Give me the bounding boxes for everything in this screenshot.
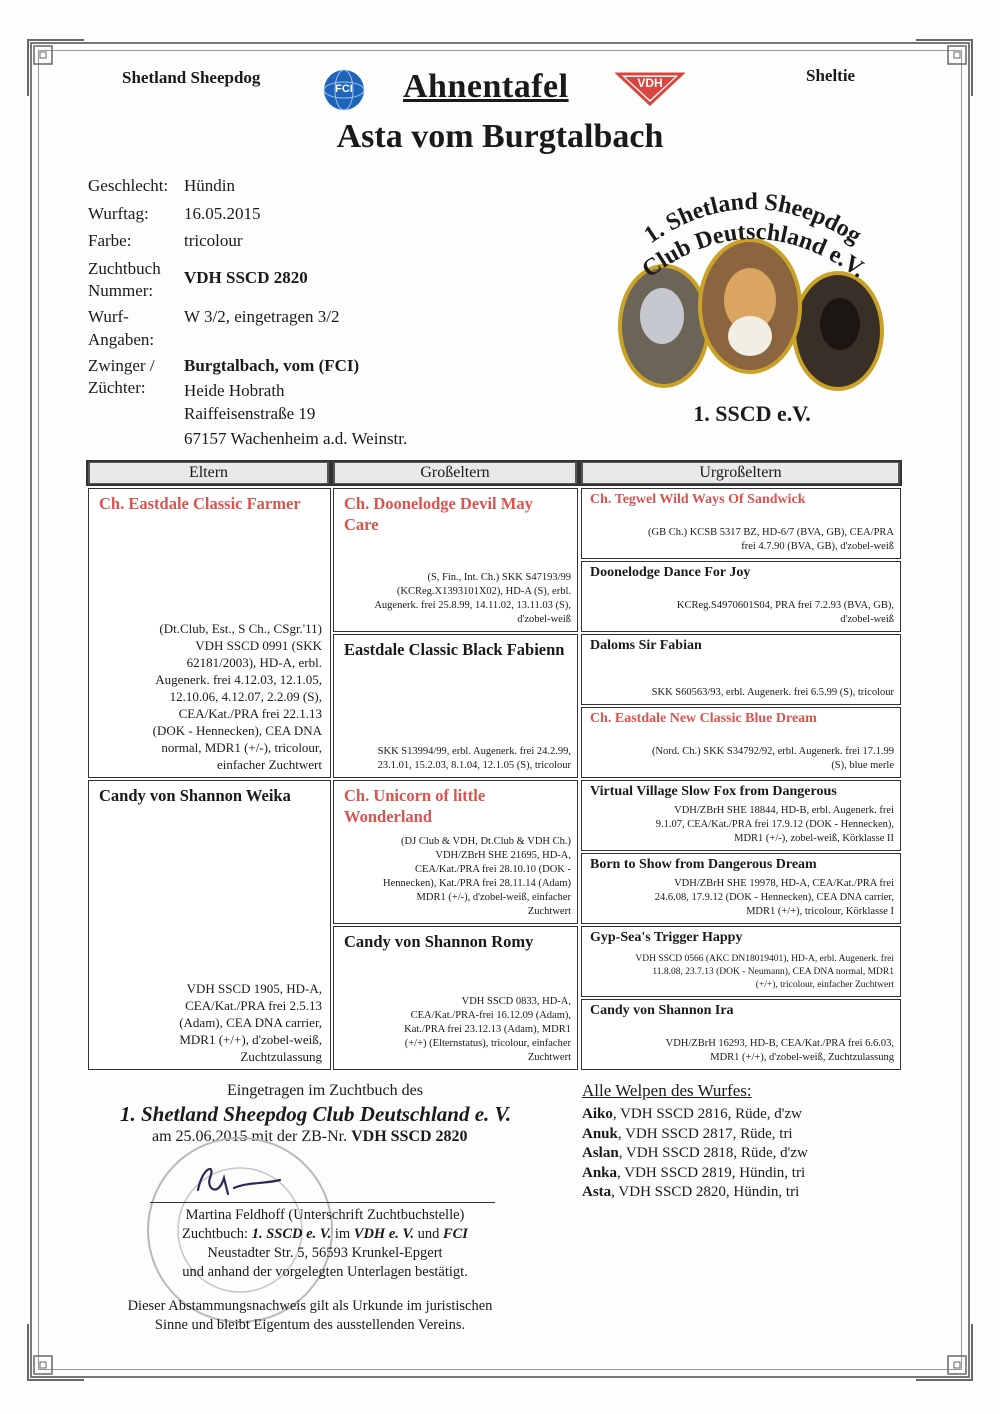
detail-line: frei 4.7.90 (BVA, GB), d'zobel-weiß (741, 541, 894, 552)
detail-line: 11.8.08, 23.7.13 (DOK - Neumann), CEA DNA normal, MDR1 (652, 967, 894, 977)
detail-line: 23.1.01, 15.2.03, 8.1.04, 12.1.05 (S), tricolour (377, 760, 571, 771)
grandparent-name: Candy von Shannon Romy (344, 932, 534, 951)
great-grandparent-name: Doonelodge Dance For Joy (590, 565, 751, 580)
great-grandparent-details (652, 686, 894, 700)
detail-line: VDH SSCD 0566 (AKC DN18019401), HD-A, erbl. Augenerk. frei (635, 954, 894, 964)
studbook-im: im (334, 1226, 351, 1242)
breed-right: Sheltie (806, 66, 856, 85)
kennel-value: Burgtalbach, vom (FCI) (184, 356, 360, 375)
great-grandparent-details (656, 804, 894, 846)
puppies-list (582, 1105, 808, 1203)
great-grandparent-details (652, 745, 894, 773)
vdh-logo (615, 70, 685, 106)
detail-line: (S), blue merle (831, 760, 894, 771)
detail-line: CEA/Kat./PRA-frei 16.12.09 (Adam), (410, 1010, 571, 1021)
great-grandparent-name: Ch. Tegwel Wild Ways Of Sandwick (590, 492, 806, 507)
corner-ornament-icon (26, 38, 86, 98)
detail-line: CEA/Kat./PRA frei 28.10.10 (DOK - (414, 864, 571, 875)
detail-line: (Adam), CEA DNA carrier, (179, 1015, 322, 1030)
signature-icon (188, 1158, 308, 1206)
detail-line: Kat./PRA frei 23.12.13 (Adam), MDR1 (404, 1024, 571, 1035)
great-grandparent-name: Daloms Sir Fabian (590, 638, 702, 653)
detail-line: CEA/Kat./PRA frei 2.5.13 (185, 998, 322, 1013)
detail-line: (S, Fin., Int. Ch.) SKK S47193/99 (427, 572, 571, 583)
header-great-grandparents (579, 460, 902, 486)
detail-line: MDR1 (+/+), d'zobel-weiß, Zuchtzulassung (710, 1052, 894, 1063)
detail-line: VDH SSCD 0833, HD-A, (461, 996, 571, 1007)
detail-line: MDR1 (+/+), tricolour, Körklasse I (746, 906, 894, 917)
detail-line: Zuchtwert (527, 906, 571, 917)
grandparent-cell (333, 488, 578, 632)
legal-line1: Dieser Abstammungsnachweis gilt als Urkunde im juristischen (127, 1298, 493, 1314)
great-grandparent-details (677, 599, 894, 627)
detail-line: (DJ Club & VDH, Dt.Club & VDH Ch.) (401, 836, 571, 847)
grandparent-cell (333, 780, 578, 924)
detail-line: Augenerk. frei 4.12.03, 12.1.05, (155, 672, 322, 687)
grandparent-details (383, 835, 571, 919)
header-great-grandparents-label: Urgroßeltern (583, 463, 898, 483)
registration-line1: Eingetragen im Zuchtbuch des (227, 1082, 423, 1099)
great-grandparent-details (648, 526, 894, 554)
corner-ornament-icon (914, 1322, 974, 1382)
great-grandparent-name: Ch. Eastdale New Classic Blue Dream (590, 711, 817, 726)
registration-number: VDH SSCD 2820 (351, 1128, 468, 1145)
signature-line (150, 1202, 495, 1203)
grandparent-name: Ch. Unicorn of little Wonderland (344, 786, 486, 826)
corner-ornament-icon (914, 38, 974, 98)
great-grandparent-cell (581, 634, 901, 705)
header-grandparents (331, 460, 579, 486)
registration-club: 1. Shetland Sheepdog Club Deutschland e. V. (120, 1102, 512, 1126)
detail-line: VDH/ZBrH SHE 19978, HD-A, CEA/Kat./PRA frei (674, 878, 894, 889)
list-item (582, 1105, 808, 1125)
list-item (582, 1144, 808, 1164)
great-grandparent-details (635, 953, 894, 992)
detail-line: (DOK - Hennecken), CEA DNA (152, 723, 322, 738)
club-logo-line1: 1. Shetland Sheepdog (639, 188, 866, 250)
detail-line: (KCReg.X1393101X02), HD-A (S), erbl. (396, 586, 571, 597)
studbook-line (140, 1225, 510, 1244)
detail-line: KCReg.S4970601S04, PRA frei 7.2.93 (BVA, GB), (676, 600, 894, 611)
legal-notice (90, 1297, 530, 1335)
puppy-name: Aiko (582, 1106, 613, 1122)
detail-line: d'zobel-weiß (517, 614, 571, 625)
dob-label: Wurftag: (88, 204, 149, 223)
dog-name: Asta vom Burgtalbach (336, 118, 664, 155)
great-grandparent-cell (581, 707, 901, 778)
detail-line: (+/+) (Elternstatus), tricolour, einfacher (404, 1038, 571, 1049)
detail-line: 24.6.08, 17.9.12 (DOK - Hennecken), CEA DNA carrier, (654, 892, 894, 903)
grandparent-name: Eastdale Classic Black Fabienn (344, 640, 565, 659)
detail-line: SKK S60563/93, erbl. Augenerk. frei 6.5.99 (S), tricolour (651, 687, 894, 698)
signer-name: Martina Feldhoff (Unterschrift Zuchtbuchstelle) (185, 1207, 465, 1223)
list-item (582, 1125, 808, 1145)
great-grandparent-details (655, 877, 894, 919)
studbook-prefix: Zuchtbuch: (182, 1226, 249, 1242)
detail-line: (Nord. Ch.) SKK S34792/92, erbl. Augenerk. frei 17.1.99 (651, 746, 894, 757)
great-grandparent-cell (581, 488, 901, 559)
detail-line: MDR1 (+/-), zobel-weiß, Körklasse II (734, 833, 894, 844)
document-title: Ahnentafel (403, 68, 569, 105)
header-parents (86, 460, 331, 486)
detail-line: 12.10.06, 4.12.07, 2.2.09 (S), (169, 689, 322, 704)
list-item (582, 1164, 808, 1184)
studbook-label-1: Zuchtbuch (88, 259, 161, 278)
kennel-label-1: Zwinger / (88, 356, 155, 375)
puppy-info: , VDH SSCD 2819, Hündin, tri (617, 1164, 806, 1181)
studbook-und: und (417, 1226, 440, 1242)
detail-line: 62181/2003), HD-A, erbl. (186, 655, 322, 670)
puppy-name: Anka (582, 1164, 618, 1181)
litter-label-1: Wurf- (88, 307, 129, 326)
detail-line: einfacher Zuchtwert (216, 757, 322, 772)
detail-line: VDH/ZBrH SHE 21695, HD-A, (435, 850, 571, 861)
legal-line2: Sinne und bleibt Eigentum des ausstellenden Vereins. (154, 1317, 466, 1333)
detail-line: Zuchtzulassung (240, 1049, 322, 1064)
breeder-name: Heide Hobrath (184, 381, 285, 400)
dam-details (179, 980, 322, 1065)
studbook-fci: FCI (442, 1226, 468, 1242)
studbook-value: VDH SSCD 2820 (184, 268, 308, 287)
club-dogs-emblem-icon (612, 166, 888, 436)
detail-line: (GB Ch.) KCSB 5317 BZ, HD-6/7 (BVA, GB), CEA/PRA (648, 527, 894, 538)
great-grandparent-name: Gyp-Sea's Trigger Happy (590, 930, 743, 945)
studbook-label-2: Nummer: (88, 281, 154, 300)
detail-line: CEA/Kat./PRA frei 22.1.13 (178, 706, 322, 721)
detail-line: MDR1 (+/-), d'zobel-weiß, einfacher (416, 892, 571, 903)
grandparent-cell (333, 634, 578, 778)
detail-line: Hennecken), Kat./PRA frei 28.11.14 (Adam) (383, 878, 571, 889)
fci-logo-text: FCI (335, 83, 353, 95)
litter-value: W 3/2, eingetragen 3/2 (184, 307, 340, 326)
sex-label: Geschlecht: (88, 176, 169, 195)
detail-line: VDH SSCD 1905, HD-A, (186, 981, 322, 996)
sire-details (153, 620, 322, 773)
registration-date: am 25.06.2015 mit der ZB-Nr. (152, 1128, 348, 1145)
great-grandparent-cell (581, 853, 901, 924)
club-logo (612, 166, 888, 436)
great-grandparent-details (666, 1037, 894, 1065)
detail-line: SKK S13994/99, erbl. Augenerk. frei 24.2.99, (377, 746, 571, 757)
puppy-info: , VDH SSCD 2818, Rüde, d'zw (618, 1145, 808, 1161)
breeder-city: 67157 Wachenheim a.d. Weinstr. (184, 429, 408, 448)
great-grandparent-cell (581, 780, 901, 851)
signer-block (140, 1206, 510, 1282)
puppies-title: Alle Welpen des Wurfes: (582, 1081, 752, 1100)
color-value: tricolour (184, 231, 243, 250)
dam-name: Candy von Shannon Weika (99, 786, 291, 805)
vdh-logo-text: VDH (637, 76, 663, 90)
puppy-name: Aslan (582, 1145, 619, 1161)
detail-line: (Dt.Club, Est., S Ch., CSgr.'11) (159, 621, 322, 636)
puppy-name: Anuk (582, 1125, 618, 1142)
great-grandparent-name: Born to Show from Dangerous Dream (590, 857, 817, 872)
confirmation-line: und anhand der vorgelegten Unterlagen bestätigt. (182, 1264, 468, 1280)
detail-line: VDH/ZBrH 16293, HD-B, CEA/Kat./PRA frei 6.6.03, (665, 1038, 894, 1049)
header-parents-label: Eltern (90, 463, 327, 483)
great-grandparent-cell (581, 926, 901, 997)
sex-value: Hündin (184, 176, 235, 195)
detail-line: Augenerk. frei 25.8.99, 14.11.02, 13.11.03 (S), (374, 600, 571, 611)
corner-ornament-icon (26, 1322, 86, 1382)
detail-line: VDH/ZBrH SHE 18844, HD-B, erbl. Augenerk. frei (674, 805, 894, 816)
grandparent-details (374, 571, 571, 627)
great-grandparent-cell (581, 999, 901, 1070)
fci-logo (322, 68, 366, 112)
studbook-vdh: VDH e. V. (353, 1226, 414, 1242)
grandparent-name: Ch. Doonelodge Devil May Care (344, 494, 533, 534)
studbook-sscd: 1. SSCD e. V. (251, 1226, 332, 1242)
grandparent-details (404, 995, 571, 1065)
detail-line: MDR1 (+/+), d'zobel-weiß, (179, 1032, 322, 1047)
studbook-address: Neustadter Str. 5, 56593 Krunkel-Epgert (207, 1245, 443, 1261)
detail-line: Zuchtwert (527, 1052, 571, 1063)
grandparent-details (378, 745, 571, 773)
detail-line: (+/+), tricolour, einfacher Zuchtwert (755, 980, 894, 990)
great-grandparent-cell (581, 561, 901, 632)
sire-cell (88, 488, 331, 778)
great-grandparent-name: Candy von Shannon Ira (590, 1003, 734, 1018)
puppy-info: , VDH SSCD 2816, Rüde, d'zw (612, 1106, 802, 1122)
great-grandparent-name: Virtual Village Slow Fox from Dangerous (590, 784, 837, 799)
litter-label-2: Angaben: (88, 330, 155, 349)
puppy-info: , VDH SSCD 2820, Hündin, tri (611, 1184, 800, 1200)
club-logo-line2: Club Deutschland e.V. (637, 218, 871, 284)
grandparent-cell (333, 926, 578, 1070)
breeder-street: Raiffeisenstraße 19 (184, 404, 316, 423)
detail-line: VDH SSCD 0991 (SKK (195, 638, 322, 653)
club-logo-bottom: 1. SSCD e.V. (693, 401, 811, 426)
list-item (582, 1183, 808, 1203)
header-grandparents-label: Großeltern (335, 463, 575, 483)
detail-line: normal, MDR1 (+/-), tricolour, (161, 740, 322, 755)
dam-cell (88, 780, 331, 1070)
puppy-info: , VDH SSCD 2817, Rüde, tri (617, 1125, 793, 1142)
breed-left: Shetland Sheepdog (122, 68, 261, 87)
detail-line: d'zobel-weiß (840, 614, 894, 625)
sire-name: Ch. Eastdale Classic Farmer (99, 494, 301, 513)
color-label: Farbe: (88, 231, 132, 250)
kennel-label-2: Züchter: (88, 378, 146, 397)
dob-value: 16.05.2015 (184, 204, 261, 223)
puppy-name: Asta (582, 1184, 612, 1200)
detail-line: 9.1.07, CEA/Kat./PRA frei 17.9.12 (DOK - Hennecken), (655, 819, 894, 830)
